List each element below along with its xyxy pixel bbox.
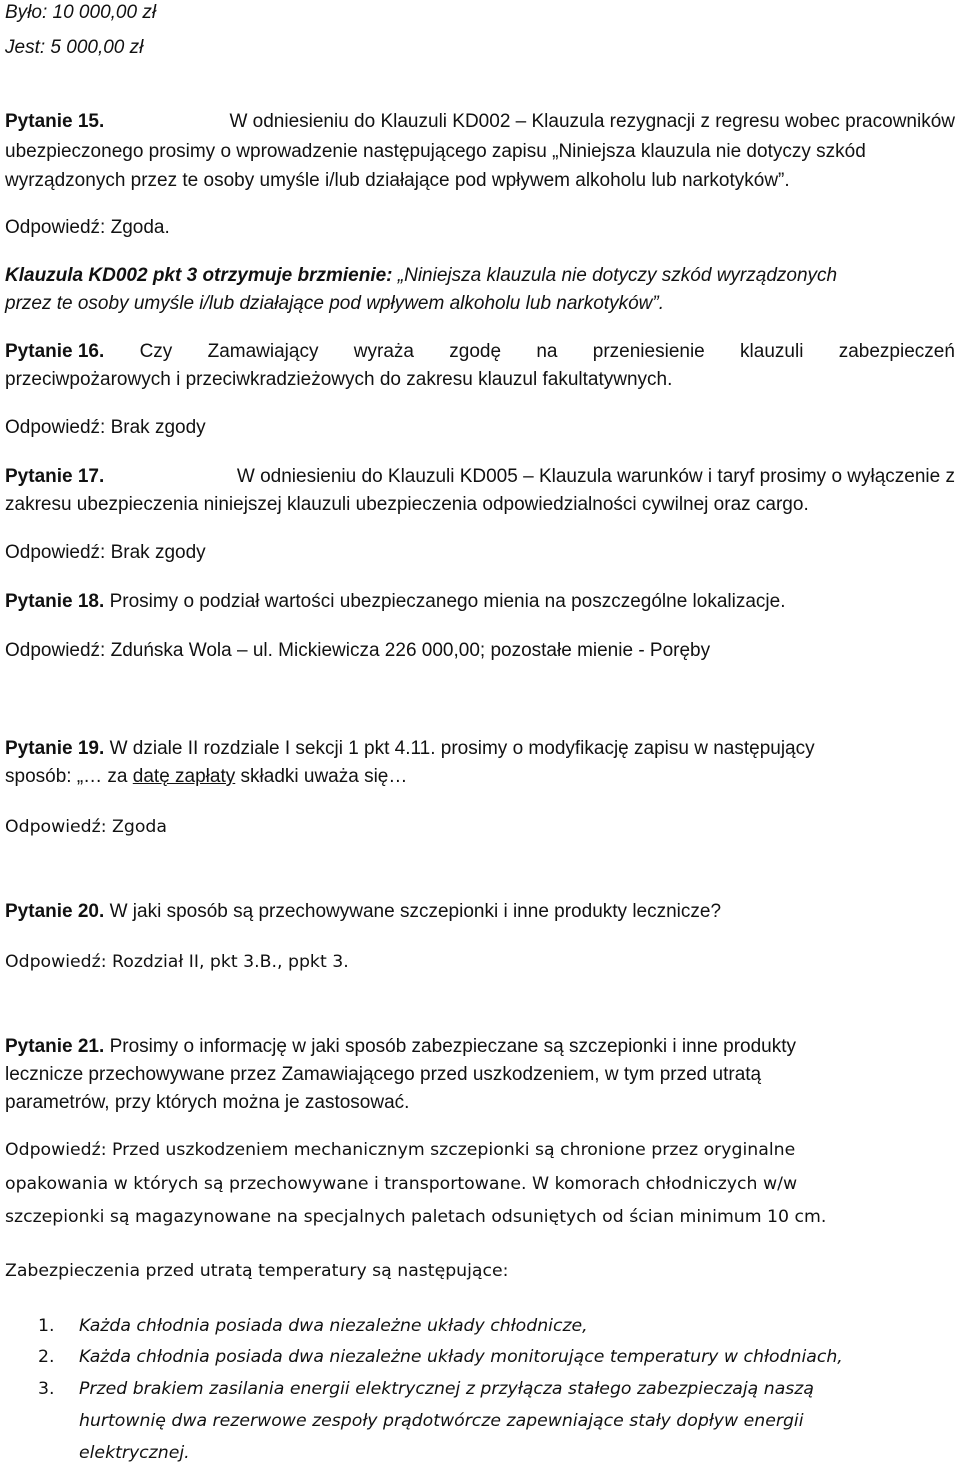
list-item-text: Przed brakiem zasilania energii elektrycznej z przyłącza stałego zabezpieczają naszą [79,1379,814,1399]
q19-line-1 [5,738,815,760]
q20-line [5,901,721,923]
q17-line-1 [5,466,955,488]
q16-word: na [536,341,558,362]
list-item-number: 2. [38,1347,55,1367]
q19-text-2a: sposób: „… za [5,766,133,787]
temperature-heading: Zabezpieczenia przed utratą temperatury są następujące: [5,1261,509,1281]
q15-klauzula-line-1 [5,265,837,287]
q18-label: Pytanie 18. [5,591,105,612]
q21-text-1: Prosimy o informację w jaki sposób zabezpieczane są szczepionki i inne produkty [109,1036,797,1057]
q19-line-2 [5,766,407,788]
q18-line [5,591,785,613]
q15-label: Pytanie 15. [5,111,105,132]
old-value: Było: 10 000,00 zł [5,2,157,23]
q17-text-1: W odniesieniu do Klauzuli KD005 – Klauzula warunków i taryf prosimy o wyłączenie z [236,466,955,487]
q16-word: przeniesienie [592,341,705,362]
list-item-number: 3. [38,1379,55,1399]
q19-underlined-phrase: datę zapłaty [132,766,236,787]
q16-line-1 [5,341,955,363]
q18-answer: Odpowiedź: Zduńska Wola – ul. Mickiewicza 226 000,00; pozostałe mienie - Poręby [5,640,711,661]
list-item-text: Każda chłodnia posiada dwa niezależne układy chłodnicze, [79,1316,588,1336]
q16-line-2: przeciwpożarowych i przeciwkradzieżowych do zakresu klauzul fakultatywnych. [5,369,673,390]
list-item-text: hurtownię dwa rezerwowe zespoły prądotwórcze zapewniające stały dopływ energii [79,1411,804,1431]
q21-answer-line-2: opakowania w których są przechowywane i transportowane. W komorach chłodniczych w/w [5,1174,798,1194]
q16-word: Czy [139,341,173,362]
q16-label: Pytanie 16. [5,341,105,362]
q16-word: zgodę [449,341,502,362]
q17-label: Pytanie 17. [5,466,105,487]
q21-line-2: lecznicze przechowywane przez Zamawiającego przed uszkodzeniem, w tym przed utratą [5,1064,762,1085]
q20-label: Pytanie 20. [5,901,105,922]
q15-klauzula-rest: „Niniejsza klauzula nie dotyczy szkód wyrządzonych [397,265,838,286]
q15-line-3: wyrządzonych przez te osoby umyśle i/lub działające pod wpływem alkoholu lub narkotyków”. [5,170,790,191]
list-item-text: Każda chłodnia posiada dwa niezależne układy monitorujące temperatury w chłodniach, [79,1347,843,1367]
q16-word: wyraża [353,341,414,362]
q15-klauzula-line-2: przez te osoby umyśle i/lub działające pod wpływem alkoholu lub narkotyków”. [5,293,664,314]
q17-line-2: zakresu ubezpieczenia niniejszej klauzuli ubezpieczenia odpowiedzialności cywilnej oraz cargo. [5,494,809,515]
q19-label: Pytanie 19. [5,738,105,759]
q17-answer: Odpowiedź: Brak zgody [5,542,206,563]
list-item-text: elektrycznej. [79,1443,190,1463]
q19-text-2b: składki uważa się… [235,766,408,787]
q15-line-2: ubezpieczonego prosimy o wprowadzenie następującego zapisu „Niniejsza klauzula nie dotyczy szkód [5,141,866,162]
q21-answer-line-1: Odpowiedź: Przed uszkodzeniem mechanicznym szczepionki są chronione przez oryginalne [5,1140,796,1160]
q16-word: zabezpieczeń [838,341,955,362]
q21-line-1 [5,1036,796,1058]
q16-word: Zamawiający [207,341,319,362]
q20-text: W jaki sposób są przechowywane szczepionki i inne produkty lecznicze? [109,901,722,922]
q18-text: Prosimy o podział wartości ubezpieczanego mienia na poszczególne lokalizacje. [109,591,786,612]
q19-text-1: W dziale II rozdziale I sekcji 1 pkt 4.11. prosimy o modyfikację zapisu w następujący [109,738,815,759]
q15-text-1: W odniesieniu do Klauzuli KD002 – Klauzula rezygnacji z regresu wobec pracowników [229,111,955,132]
q16-word: klauzuli [740,341,804,362]
q15-klauzula-bold: Klauzula KD002 pkt 3 otrzymuje brzmienie: [5,265,393,286]
q15-line-1 [5,111,955,133]
list-item-number: 1. [38,1316,55,1336]
q21-line-3: parametrów, przy których można je zastosować. [5,1092,410,1113]
q15-answer: Odpowiedź: Zgoda. [5,217,170,238]
q20-answer: Odpowiedź: Rozdział II, pkt 3.B., ppkt 3. [5,952,349,972]
q21-answer-line-3: szczepionki są magazynowane na specjalnych paletach odsuniętych od ścian minimum 10 cm. [5,1207,827,1227]
q16-answer: Odpowiedź: Brak zgody [5,417,206,438]
q19-answer: Odpowiedź: Zgoda [5,817,167,837]
q21-label: Pytanie 21. [5,1036,105,1057]
new-value: Jest: 5 000,00 zł [5,37,144,58]
